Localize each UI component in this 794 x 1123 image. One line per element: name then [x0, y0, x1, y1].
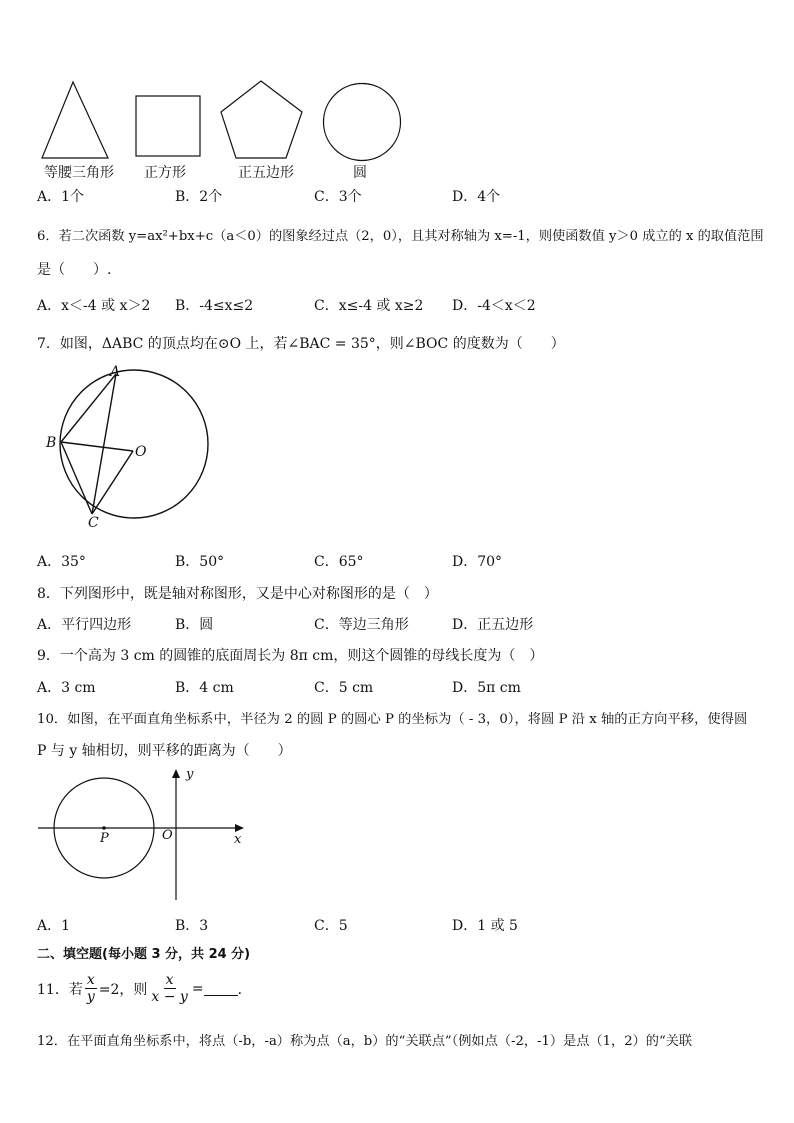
q5-option-d[interactable]: D．4个 [452, 189, 501, 205]
q7-option-a[interactable]: A．35° [37, 554, 86, 570]
q7-label-a: A [110, 364, 121, 380]
q10-option-d[interactable]: D．1 或 5 [452, 918, 518, 934]
q7-option-c[interactable]: C．65° [314, 554, 364, 570]
q10-option-b[interactable]: B．3 [175, 918, 209, 934]
q9-option-b[interactable]: B．4 cm [175, 680, 234, 696]
q7-option-b[interactable]: B．50° [175, 554, 225, 570]
shape-label-circle: 圆 [353, 165, 367, 181]
q12-stem: 12．在平面直角坐标系中，将点（-b，-a）称为点（a，b）的“关联点”（例如点（-2，-1）是点（1，2）的“关联 [37, 1034, 693, 1049]
q6-option-d[interactable]: D．-4＜x＜2 [452, 298, 536, 314]
shape-circle [322, 82, 404, 162]
q11-fraction-x-over-x-minus-y [149, 972, 189, 1005]
q10-stem-line1: 10．如图，在平面直角坐标系中，半径为 2 的圆 P 的圆心 P 的坐标为（ - 3，0），将圆 P 沿 x 轴的正方向平移，使得圆 [37, 712, 748, 727]
q11-suffix: = [191, 980, 204, 997]
q7-label-c: C [88, 515, 99, 531]
q10-label-p: P [100, 831, 109, 846]
q11-answer-blank[interactable] [204, 981, 238, 996]
q9-stem: 9．一个高为 3 cm 的圆锥的底面周长为 8π cm，则这个圆锥的母线长度为（ ） [37, 648, 544, 664]
section-heading-fill-in: 二、填空题(每小题 3 分，共 24 分) [37, 947, 251, 962]
q8-option-c[interactable]: C．等边三角形 [314, 617, 409, 633]
q5-option-c[interactable]: C．3个 [314, 189, 362, 205]
q7-circle-figure [40, 362, 220, 537]
q11-end: ． [237, 981, 252, 998]
q10-stem-line2: P 与 y 轴相切，则平移的距离为（ ） [37, 743, 292, 759]
shape-isosceles-triangle [40, 80, 112, 160]
q9-option-d[interactable]: D．5π cm [452, 680, 521, 696]
q7-stem: 7．如图，ΔABC 的顶点均在⊙O 上，若∠BAC = 35°，则∠BOC 的度数为（ ） [37, 336, 565, 352]
q10-label-x: x [234, 832, 242, 847]
q7-label-b: B [46, 435, 57, 451]
q11-prefix: 11．若 [37, 981, 83, 998]
q11-stem [37, 972, 252, 1005]
shape-label-square: 正方形 [144, 165, 186, 181]
q6-option-c[interactable]: C．x≤-4 或 x≥2 [314, 298, 424, 314]
q7-option-d[interactable]: D．70° [452, 554, 503, 570]
q5-option-a[interactable]: A．1个 [37, 189, 85, 205]
q9-option-c[interactable]: C．5 cm [314, 680, 374, 696]
shape-label-pentagon: 正五边形 [238, 165, 294, 181]
shape-square [135, 95, 203, 157]
q11-f1-denominator: y [86, 989, 95, 1005]
q5-option-b[interactable]: B．2个 [175, 189, 223, 205]
q8-option-b[interactable]: B．圆 [175, 617, 214, 633]
q6-stem-line2: 是（ ）. [37, 262, 112, 278]
q10-option-c[interactable]: C．5 [314, 918, 348, 934]
q9-option-a[interactable]: A．3 cm [37, 680, 96, 696]
q6-stem-line1: 6．若二次函数 y=ax²+bx+c（a＜0）的图象经过点（2，0），且其对称轴为 x=-1，则使函数值 y＞0 成立的 x 的取值范围 [37, 229, 764, 244]
q11-mid: =2，则 [98, 981, 148, 998]
q10-option-a[interactable]: A．1 [37, 918, 71, 934]
q8-option-a[interactable]: A．平行四边形 [37, 617, 132, 633]
q7-label-o: O [135, 444, 147, 460]
q10-coordinate-figure [38, 768, 248, 902]
q8-option-d[interactable]: D．正五边形 [452, 617, 534, 633]
q11-f1-numerator: x [86, 972, 95, 988]
shape-regular-pentagon [220, 80, 304, 160]
q11-f2-denominator: x − y [151, 989, 188, 1005]
q11-fraction-x-over-y [85, 972, 97, 1005]
q6-option-b[interactable]: B．-4≤x≤2 [175, 298, 254, 314]
q10-label-o: O [162, 828, 173, 843]
shape-label-triangle: 等腰三角形 [44, 165, 114, 181]
q10-label-y: y [186, 767, 194, 782]
q6-option-a[interactable]: A．x＜-4 或 x＞2 [37, 298, 151, 314]
q8-stem: 8．下列图形中，既是轴对称图形，又是中心对称图形的是（ ） [37, 586, 438, 602]
q11-f2-numerator: x [165, 972, 174, 988]
